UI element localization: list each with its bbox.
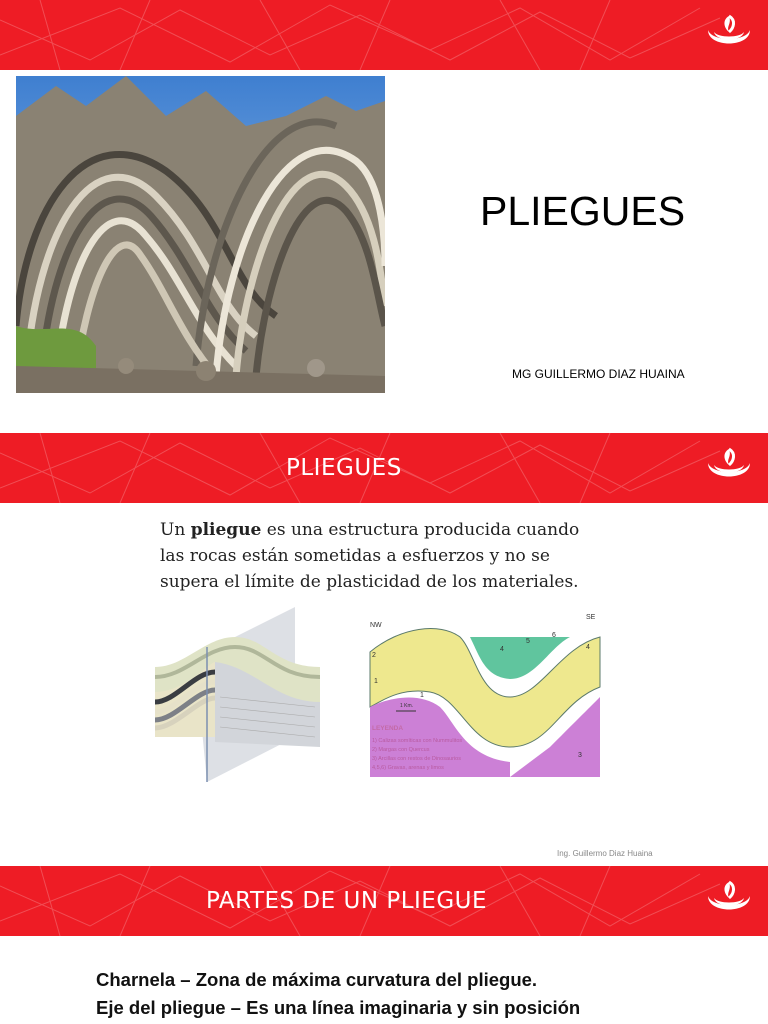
legend-item: 3) Arcillas con restos de Dinosaurios	[372, 756, 461, 762]
slide-1-header-bar	[0, 0, 768, 70]
slide-3-header-bar	[0, 866, 768, 936]
slide-3-header-title: PARTES DE UN PLIEGUE	[206, 888, 488, 914]
legend-item: 1) Calizas somíticas con Nummulitos	[372, 738, 463, 744]
fold-part-eje: Eje del pliegue – Es una línea imaginaria y sin posición	[96, 997, 581, 1018]
upc-logo-icon	[702, 878, 756, 924]
definition-text: las rocas están sometidas a esfuerzos y no se	[160, 546, 550, 566]
layer-label: 2	[372, 652, 376, 659]
definition-text: Un	[160, 520, 191, 540]
slide-2	[0, 433, 768, 865]
layer-label: 5	[526, 638, 530, 645]
slide-3-body	[0, 936, 768, 1024]
slide-3	[0, 866, 768, 1024]
definition-text: supera el límite de plasticidad de los materiales.	[160, 572, 579, 592]
definition-text: es una estructura producida cuando	[261, 520, 580, 540]
anticline-block-diagram	[155, 607, 325, 782]
layer-label: 1	[374, 678, 378, 685]
fold-parts-list	[96, 966, 580, 1022]
legend-item: 4,5,6) Gravas, arenas y limos	[372, 765, 444, 771]
slide-2-body	[0, 503, 768, 865]
upc-logo-icon	[702, 12, 756, 58]
slide-1-body	[0, 70, 768, 432]
slide-2-header-title: PLIEGUES	[286, 455, 402, 481]
presentation-title: PLIEGUES	[480, 188, 686, 234]
definition-keyword: pliegue	[190, 520, 262, 540]
slide-1	[0, 0, 768, 432]
fold-part-charnela: Charnela – Zona de máxima curvatura del pliegue.	[96, 969, 538, 990]
folded-rock-strata-photo	[16, 76, 385, 393]
author-name: MG GUILLERMO DIAZ HUAINA	[512, 367, 685, 381]
geological-cross-section	[360, 607, 610, 797]
slide-credit: Ing. Guillermo Diaz Huaina	[557, 849, 653, 858]
header-pattern	[0, 0, 768, 70]
legend-item: 2) Margas con Quercus	[372, 747, 430, 753]
layer-label: 6	[552, 632, 556, 639]
fold-definition	[160, 517, 600, 595]
layer-label: 3	[578, 752, 582, 759]
slide-2-header-bar	[0, 433, 768, 503]
scale-label: 1 Km.	[400, 703, 414, 709]
upc-logo-icon	[702, 445, 756, 491]
section-label-se: SE	[586, 614, 596, 621]
legend-title: LEYENDA	[372, 725, 404, 732]
layer-label: 4	[586, 644, 590, 651]
layer-label: 1	[420, 692, 424, 699]
section-label-nw: NW	[370, 622, 382, 629]
layer-label: 4	[500, 646, 504, 653]
